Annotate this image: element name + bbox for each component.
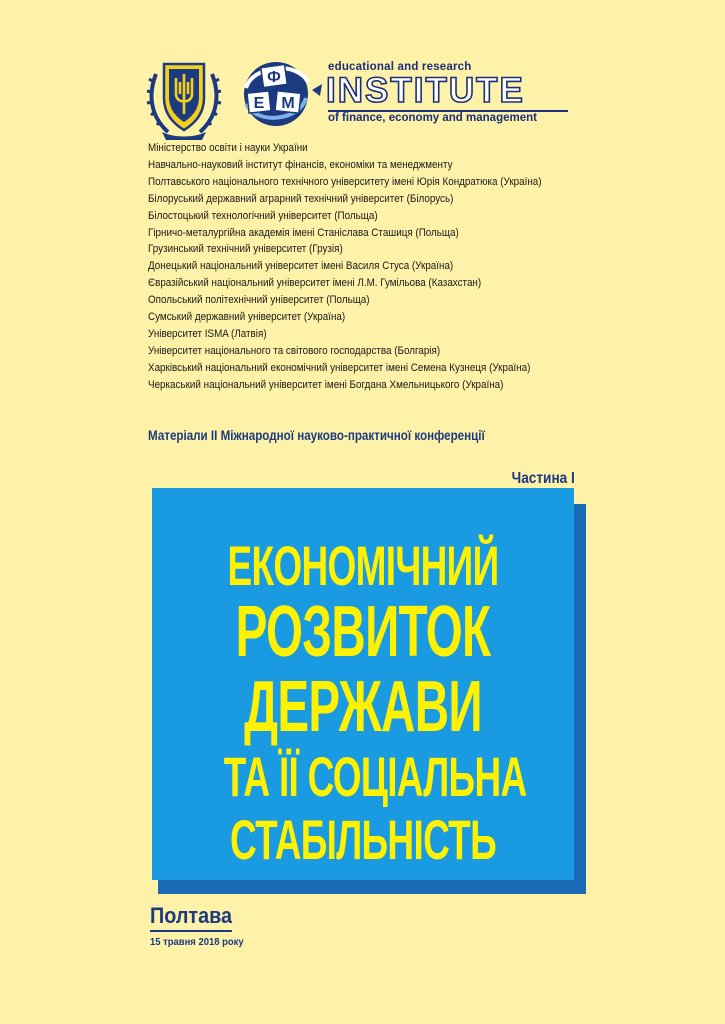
organizer-item: Донецький національний університет імені Василя Стуса (Україна) [148, 260, 454, 273]
badge-letter-m: М [281, 95, 295, 112]
organizers-list [148, 140, 571, 394]
institute-fem-logo [236, 58, 326, 128]
part-label: Частина I [511, 470, 575, 487]
book-title [152, 536, 574, 872]
badge-letter-e: Е [253, 95, 265, 112]
title-line-4: ТА ЇЇ СОЦІАЛЬНА [223, 745, 527, 808]
organizer-item: Опольський політехнічний університет (Польща) [148, 294, 370, 307]
title-line-5: СТАБІЛЬНІСТЬ [229, 808, 497, 871]
organizer-item: Міністерство освіти і науки України [148, 142, 308, 154]
title-line-2: РОЗВИТОК [235, 592, 491, 672]
organizer-item: Грузинський технічний університет (Грузія) [148, 243, 343, 256]
title-line-1: ЕКОНОМІЧНИЙ [227, 534, 499, 597]
organizer-item: Університет національного та світового господарства (Болгарія) [148, 344, 441, 357]
conference-materials-line: Матеріали ІІ Міжнародної науково-практичної конференції [148, 428, 485, 443]
organizer-item: Харківський національний економічний університет імені Семена Кузнеця (Україна) [148, 361, 531, 374]
organizer-item: Білоруський державний аграрний технічний університет (Білорусь) [148, 192, 454, 205]
organizer-item: Білостоцький технологічний університет (Польща) [148, 209, 378, 222]
organizer-item: Навчально-науковий інститут фінансів, економіки та менеджменту [148, 158, 453, 171]
university-crest-logo [146, 54, 222, 140]
title-line-3: ДЕРЖАВИ [244, 667, 482, 747]
publication-date: 15 травня 2018 року [150, 936, 244, 948]
organizer-item: Євразійський національний університет імені Л.М. Гумільова (Казахстан) [148, 277, 482, 290]
organizer-item: Університет ISMA (Латвія) [148, 327, 267, 340]
organizer-item: Полтавського національного технічного університету імені Юрія Кондратюка (Україна) [148, 175, 542, 188]
organizer-item: Сумський державний університет (Україна) [148, 311, 346, 324]
badge-letter-f: Ф [267, 69, 281, 86]
organizer-item: Гірничо-металургійна академія імені Станіслава Сташиця (Польща) [148, 226, 459, 239]
institute-tagline: educational and research [328, 61, 472, 73]
institute-subtitle: of finance, economy and management [328, 112, 537, 124]
organizer-item: Черкаський національний університет імені Богдана Хмельницького (Україна) [148, 378, 504, 391]
publication-city: Полтава [150, 903, 232, 932]
institute-wordmark: INSTITUTE [326, 71, 525, 110]
